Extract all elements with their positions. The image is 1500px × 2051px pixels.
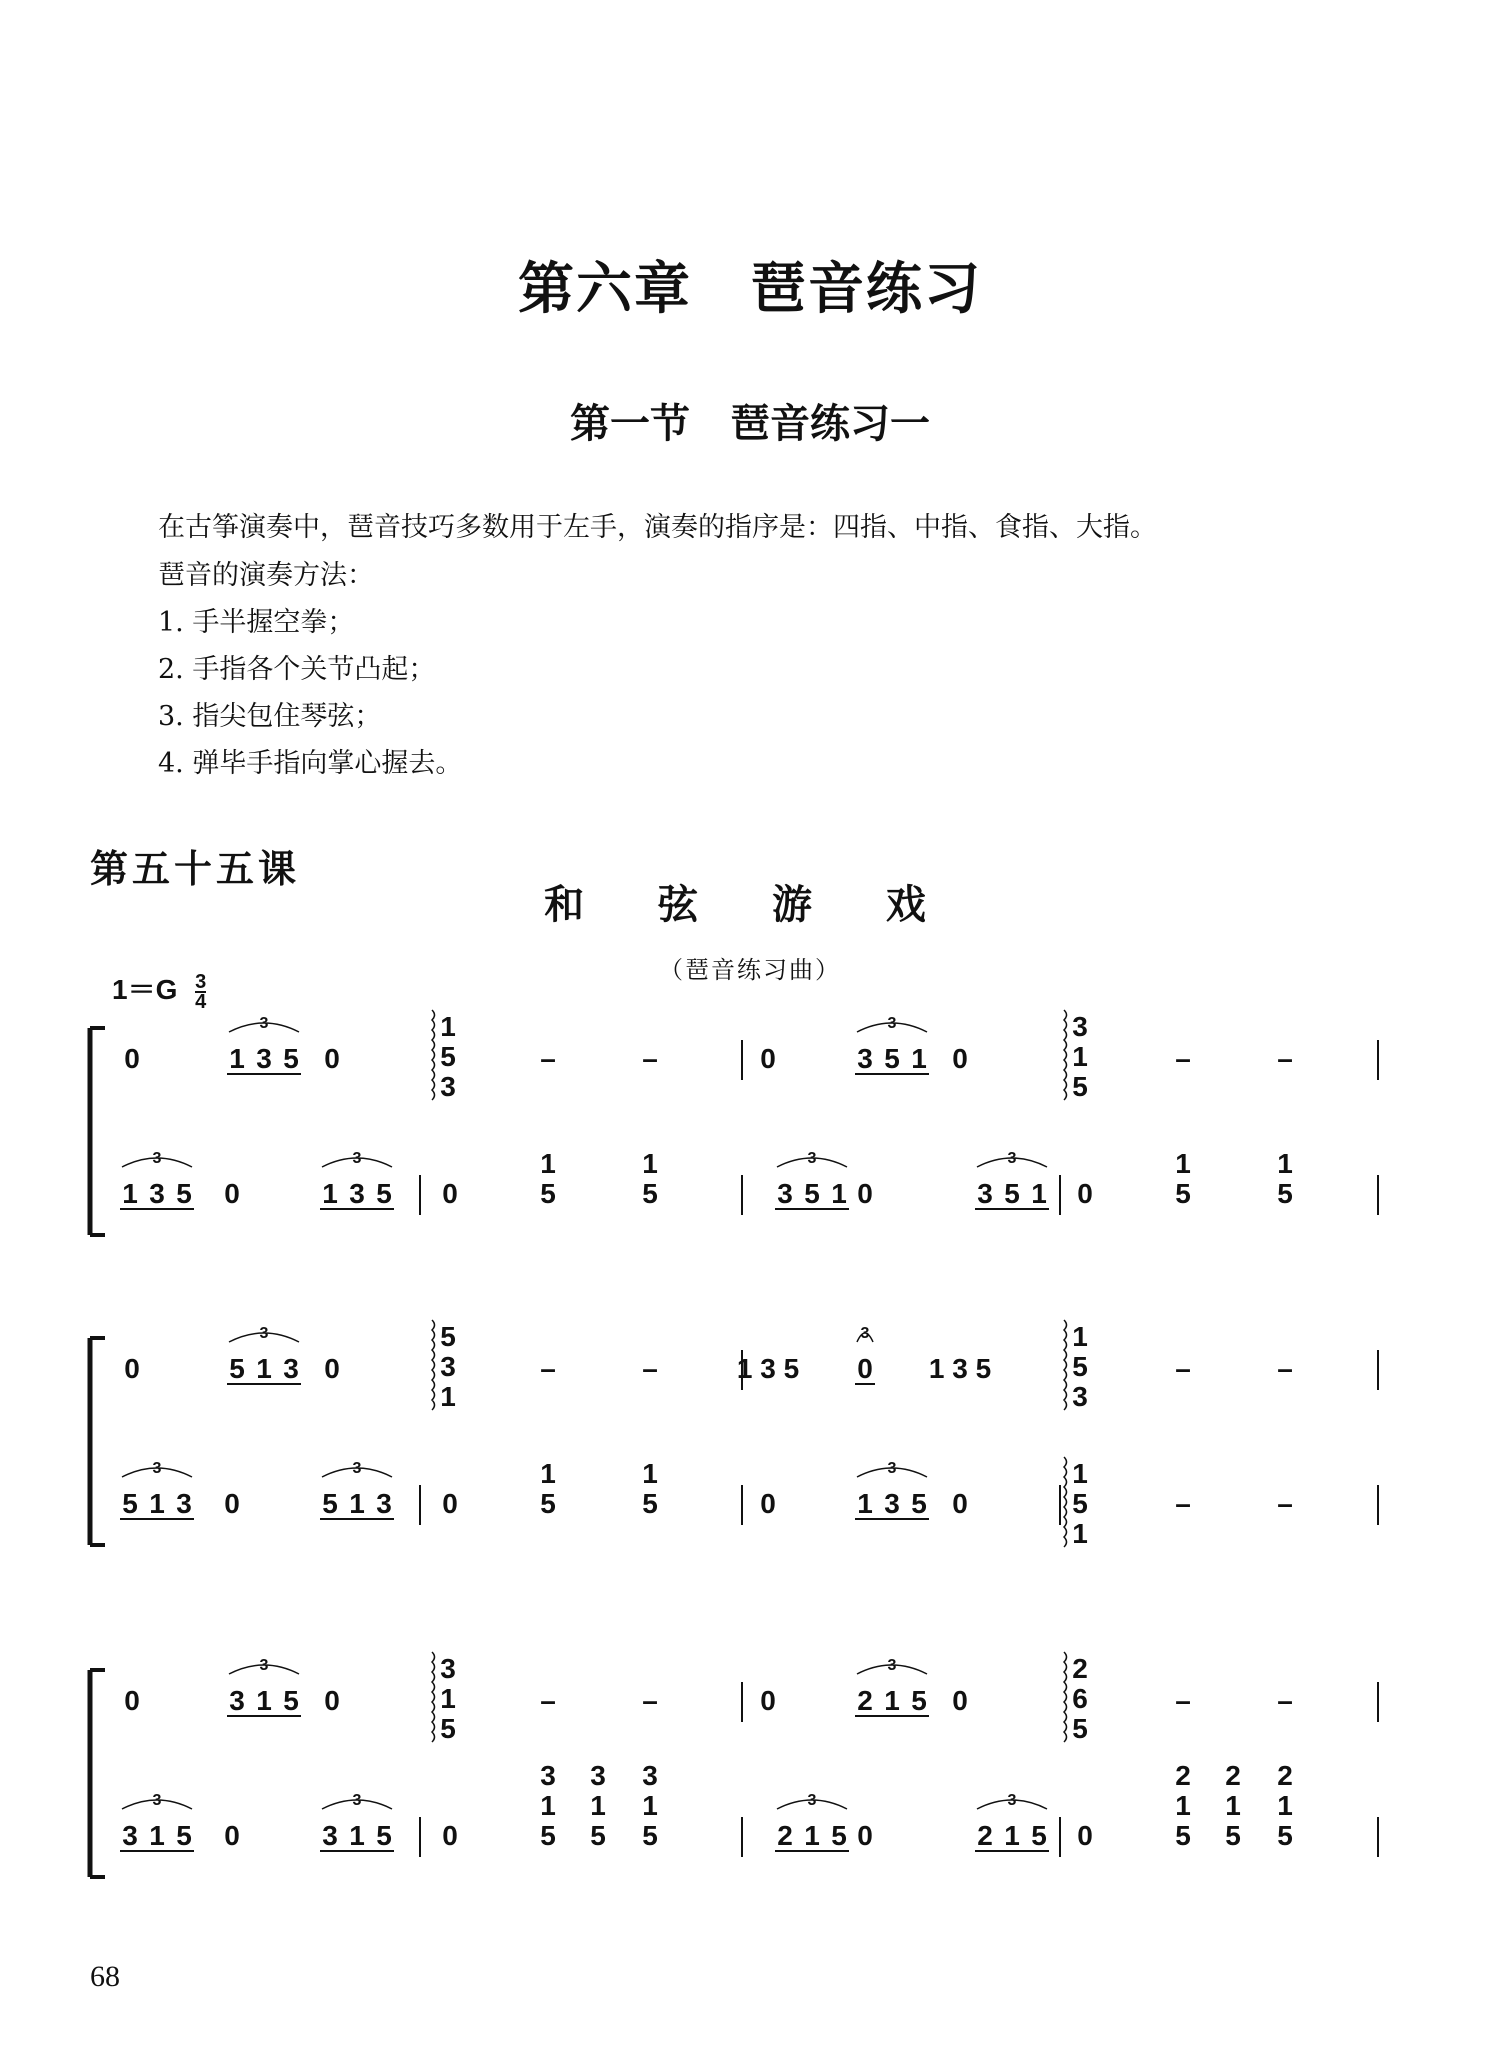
lower-chord-arpeggio	[1064, 1457, 1067, 1547]
lower-triplet-note: 3	[176, 1488, 192, 1519]
lower-triplet-triplet-mark: 3	[152, 1792, 162, 1809]
lower-chord-note: 5	[1225, 1820, 1241, 1851]
lower-chord-note: 1	[1175, 1148, 1191, 1179]
dash: –	[540, 1685, 556, 1716]
upper-chord-note: 5	[1072, 1713, 1088, 1744]
lower-triplet-triplet-mark: 3	[1007, 1150, 1017, 1167]
upper-triplet-note: 1	[256, 1353, 272, 1384]
lower-chord-note: 1	[540, 1148, 556, 1179]
key-signature-label: 1＝G	[112, 974, 178, 1005]
rest: 1 3 5	[928, 1353, 992, 1384]
upper-chord-note: 3	[1072, 1011, 1088, 1042]
page-number: 68	[90, 1960, 120, 1993]
lower-triplet-note: 5	[376, 1178, 392, 1209]
upper-triplet-triplet-mark: 3	[259, 1325, 269, 1342]
lower-chord-note: 2	[1175, 1760, 1191, 1791]
rest: 0	[857, 1820, 873, 1851]
rest: 0	[124, 1043, 140, 1074]
upper-chord-note: 1	[1072, 1041, 1088, 1072]
upper-chord-note: 5	[440, 1041, 456, 1072]
lower-chord-note: 5	[590, 1820, 606, 1851]
upper-triplet-note: 3	[256, 1043, 272, 1074]
upper-triplet-note: 1	[884, 1685, 900, 1716]
upper-chord-note: 5	[1072, 1351, 1088, 1382]
lower-triplet-note: 1	[1031, 1178, 1047, 1209]
lower-chord-note: 1	[1175, 1790, 1191, 1821]
lower-chord-note: 5	[642, 1820, 658, 1851]
rest: 0	[224, 1820, 240, 1851]
lower-triplet-note: 3	[349, 1178, 365, 1209]
lower-triplet-note: 2	[977, 1820, 993, 1851]
lower-chord-note: 1	[1225, 1790, 1241, 1821]
upper-triplet-note: 1	[229, 1043, 245, 1074]
rest: 0	[1077, 1178, 1093, 1209]
lower-triplet-triplet-mark: 3	[352, 1460, 362, 1477]
rest: 0	[760, 1685, 776, 1716]
rest: 0	[324, 1043, 340, 1074]
lower-triplet-note: 3	[376, 1488, 392, 1519]
lower-triplet-triplet-mark: 3	[807, 1792, 817, 1809]
lower-triplet-note: 1	[349, 1820, 365, 1851]
upper-triplet-note: 3	[857, 1043, 873, 1074]
upper-triplet-note: 3	[283, 1353, 299, 1384]
lower-chord-note: 2	[1277, 1760, 1293, 1791]
lower-triplet-note: 5	[176, 1820, 192, 1851]
lesson-label: 第五十五课	[90, 847, 301, 891]
upper-chord-note: 6	[1072, 1683, 1088, 1714]
dash: –	[1277, 1043, 1293, 1074]
dash: –	[1277, 1685, 1293, 1716]
lower-triplet-note: 5	[804, 1178, 820, 1209]
lower-triplet-note: 1	[857, 1488, 873, 1519]
upper-triplet-triplet-mark: 3	[887, 1657, 897, 1674]
rest: 0	[324, 1353, 340, 1384]
lower-chord-note: 5	[1277, 1820, 1293, 1851]
lower-triplet-triplet-mark: 3	[152, 1460, 162, 1477]
upper-chord-arpeggio	[1064, 1320, 1067, 1410]
dash: –	[642, 1685, 658, 1716]
lower-chord-note: 5	[1175, 1820, 1191, 1851]
upper-triplet-note: 5	[283, 1685, 299, 1716]
intro-line-2: 琶音的演奏方法：	[158, 560, 374, 591]
upper-chord-arpeggio	[432, 1652, 435, 1742]
upper-chord-note: 1	[440, 1381, 456, 1412]
lower-triplet-note: 1	[831, 1178, 847, 1209]
upper-chord-note: 5	[440, 1321, 456, 1352]
lower-chord-note: 3	[590, 1760, 606, 1791]
lower-triplet-triplet-mark: 3	[887, 1460, 897, 1477]
lower-triplet-note: 5	[176, 1178, 192, 1209]
lower-triplet-note: 1	[122, 1178, 138, 1209]
dash: –	[1277, 1488, 1293, 1519]
lower-triplet-note: 1	[349, 1488, 365, 1519]
lower-triplet-triplet-mark: 3	[1007, 1792, 1017, 1809]
upper-chord-note: 1	[440, 1683, 456, 1714]
lower-triplet-triplet-mark: 3	[807, 1150, 817, 1167]
upper-chord-note: 3	[440, 1071, 456, 1102]
intro-line-1: 在古筝演奏中，琶音技巧多数用于左手，演奏的指序是：四指、中指、食指、大指。	[158, 512, 1157, 543]
rest: 0	[224, 1178, 240, 1209]
rest: 0	[442, 1488, 458, 1519]
lower-chord-note: 5	[642, 1488, 658, 1519]
dash: –	[1175, 1353, 1191, 1384]
lower-chord-note: 5	[1277, 1178, 1293, 1209]
piece-title: 和 弦 游 戏	[544, 882, 956, 928]
lower-chord-note: 1	[540, 1790, 556, 1821]
upper-triplet-note: 1	[256, 1685, 272, 1716]
lower-chord-note: 1	[590, 1790, 606, 1821]
lower-triplet-note: 5	[322, 1488, 338, 1519]
lower-chord-note: 1	[1072, 1518, 1088, 1549]
upper-triplet-triplet-mark: 3	[887, 1015, 897, 1032]
rest: 0	[224, 1488, 240, 1519]
rest: 0	[442, 1178, 458, 1209]
dash: –	[642, 1043, 658, 1074]
rest: 0	[760, 1488, 776, 1519]
rest: 0	[324, 1685, 340, 1716]
upper-chord-arpeggio	[1064, 1652, 1067, 1742]
rest: 0	[952, 1488, 968, 1519]
upper-triplet-triplet-mark: 3	[259, 1657, 269, 1674]
upper-chord-arpeggio	[432, 1010, 435, 1100]
rest: 1 3 5	[736, 1353, 800, 1384]
lower-chord-note: 5	[1175, 1178, 1191, 1209]
lower-chord-note: 5	[540, 1488, 556, 1519]
upper-triplet-note: 1	[911, 1043, 927, 1074]
lower-triplet-triplet-mark: 3	[152, 1150, 162, 1167]
lower-triplet-triplet-mark: 3	[352, 1150, 362, 1167]
lower-chord-note: 5	[540, 1178, 556, 1209]
upper-chord-note: 5	[440, 1713, 456, 1744]
dash: –	[1175, 1685, 1191, 1716]
lower-triplet-note: 3	[149, 1178, 165, 1209]
lower-triplet-note: 5	[376, 1820, 392, 1851]
lower-triplet-note: 5	[122, 1488, 138, 1519]
upper-chord-note: 2	[1072, 1653, 1088, 1684]
dash: –	[540, 1043, 556, 1074]
rest: 0	[760, 1043, 776, 1074]
upper-chord-note: 3	[440, 1351, 456, 1382]
upper-triplet-triplet-mark: 3	[259, 1015, 269, 1032]
lower-triplet-note: 3	[884, 1488, 900, 1519]
section-title: 第一节 琶音练习一	[570, 401, 930, 447]
upper-triplet-note: 5	[283, 1043, 299, 1074]
piece-subtitle: （琶音练习曲）	[659, 956, 841, 984]
upper-chord-arpeggio	[1064, 1010, 1067, 1100]
lower-triplet-note: 1	[322, 1178, 338, 1209]
lower-triplet-note: 3	[777, 1178, 793, 1209]
lower-chord-note: 5	[540, 1820, 556, 1851]
lower-triplet-note: 5	[1031, 1820, 1047, 1851]
dash: –	[540, 1353, 556, 1384]
lower-chord-note: 1	[1072, 1458, 1088, 1489]
upper-chord-note: 1	[1072, 1321, 1088, 1352]
lower-triplet-note: 2	[777, 1820, 793, 1851]
lower-chord-note: 3	[642, 1760, 658, 1791]
upper-triplet-note: 3	[229, 1685, 245, 1716]
lower-chord-note: 1	[1277, 1790, 1293, 1821]
upper-chord-note: 1	[440, 1011, 456, 1042]
upper-chord-note: 5	[1072, 1071, 1088, 1102]
lower-triplet-triplet-mark: 3	[352, 1792, 362, 1809]
lower-triplet-note: 1	[1004, 1820, 1020, 1851]
lower-triplet-note: 3	[322, 1820, 338, 1851]
step-1: 1. 手半握空拳；	[158, 607, 355, 638]
lower-triplet-note: 1	[149, 1488, 165, 1519]
lower-triplet-note: 1	[804, 1820, 820, 1851]
time-numerator: 3	[195, 970, 207, 993]
dash: –	[1175, 1488, 1191, 1519]
lower-triplet-note: 3	[122, 1820, 138, 1851]
lower-chord-note: 3	[540, 1760, 556, 1791]
lower-triplet-note: 1	[149, 1820, 165, 1851]
lower-chord-note: 1	[642, 1148, 658, 1179]
step-3: 3. 指尖包住琴弦；	[158, 701, 382, 732]
lower-chord-note: 1	[642, 1790, 658, 1821]
lower-triplet-note: 5	[831, 1820, 847, 1851]
rest: 0	[857, 1178, 873, 1209]
upper-triplet-note: 5	[229, 1353, 245, 1384]
time-denominator: 4	[195, 990, 207, 1013]
step-2: 2. 手指各个关节凸起；	[158, 654, 436, 685]
lower-chord-note: 2	[1225, 1760, 1241, 1791]
upper-chord-note: 3	[1072, 1381, 1088, 1412]
lower-chord-note: 5	[642, 1178, 658, 1209]
lower-chord-note: 5	[1072, 1488, 1088, 1519]
chapter-title: 第六章 琶音练习	[518, 257, 982, 322]
upper-triplet-note: 5	[911, 1685, 927, 1716]
lower-chord-note: 1	[1277, 1148, 1293, 1179]
rest: 0	[124, 1685, 140, 1716]
dash: –	[642, 1353, 658, 1384]
lower-triplet-note: 3	[977, 1178, 993, 1209]
rest: 0	[442, 1820, 458, 1851]
upper-triplet-triplet-mark: 3	[860, 1325, 870, 1342]
lower-triplet-note: 5	[911, 1488, 927, 1519]
upper-chord-note: 3	[440, 1653, 456, 1684]
dash: –	[1175, 1043, 1191, 1074]
upper-triplet-note: 0	[857, 1353, 873, 1384]
rest: 0	[952, 1043, 968, 1074]
lower-triplet-note: 5	[1004, 1178, 1020, 1209]
lower-chord-note: 1	[540, 1458, 556, 1489]
dash: –	[1277, 1353, 1293, 1384]
lower-chord-note: 1	[642, 1458, 658, 1489]
upper-triplet-note: 2	[857, 1685, 873, 1716]
upper-chord-arpeggio	[432, 1320, 435, 1410]
rest: 0	[952, 1685, 968, 1716]
step-4: 4. 弹毕手指向掌心握去。	[158, 748, 463, 779]
rest: 0	[124, 1353, 140, 1384]
upper-triplet-note: 5	[884, 1043, 900, 1074]
rest: 0	[1077, 1820, 1093, 1851]
